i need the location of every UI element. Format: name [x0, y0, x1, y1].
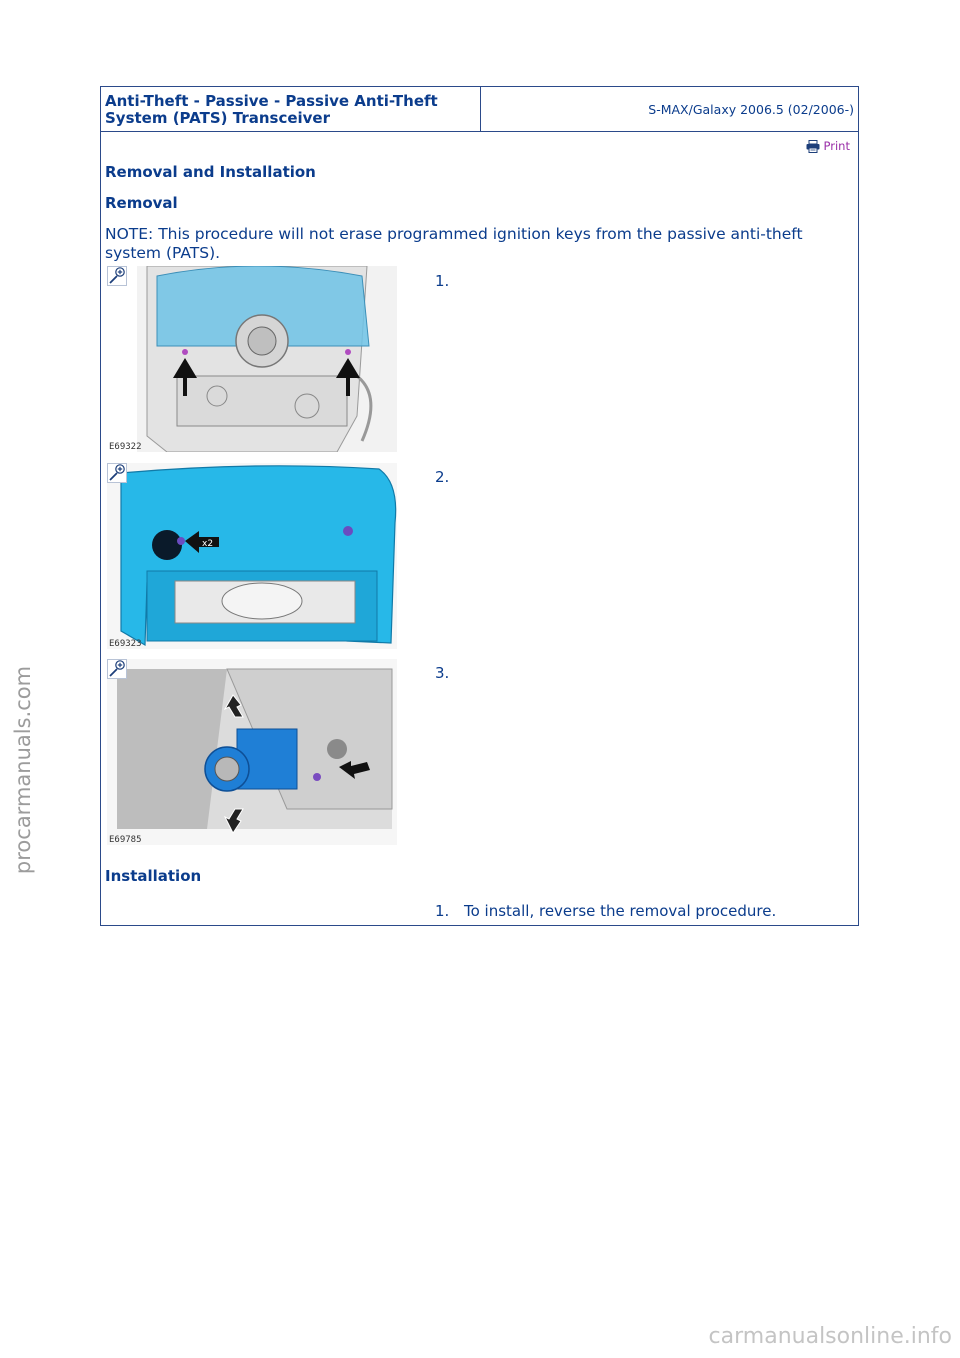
document-header: [101, 87, 858, 132]
vehicle-model: S-MAX/Galaxy 2006.5 (02/2006-): [648, 102, 854, 117]
figure-label: E69785: [109, 835, 142, 845]
transceiver-illustration: [107, 659, 397, 845]
zoom-in-icon[interactable]: [107, 266, 127, 286]
figure-step-1[interactable]: [107, 266, 397, 452]
print-button[interactable]: [806, 139, 850, 153]
installation-heading: Installation: [105, 867, 202, 885]
step-number: 2.: [435, 468, 450, 486]
document-frame: [100, 86, 859, 926]
zoom-in-icon[interactable]: [107, 463, 127, 483]
page-title: Anti-Theft - Passive - Passive Anti-Theft System (PATS) Transceiver: [105, 92, 438, 127]
step-number: 3.: [435, 664, 450, 682]
section-heading: Removal and Installation: [105, 163, 316, 181]
installation-step: [435, 902, 776, 920]
step-number: 1.: [435, 902, 450, 920]
zoom-in-icon[interactable]: [107, 659, 127, 679]
figure-label: E69322: [109, 442, 142, 452]
header-divider: [480, 87, 481, 131]
note-text: NOTE: This procedure will not erase programmed ignition keys from the passive anti-theft system (PATS).: [105, 225, 803, 262]
callout-label: x2: [202, 539, 214, 549]
figure-label: E69323: [109, 639, 142, 649]
steering-column-shroud-illustration: [107, 266, 397, 452]
step-number: 1.: [435, 272, 450, 290]
bottom-watermark: carmanualsonline.info: [708, 1324, 952, 1349]
print-label: Print: [823, 139, 850, 153]
figure-step-3[interactable]: [107, 659, 397, 845]
printer-icon: [806, 140, 820, 153]
removal-heading: Removal: [105, 194, 178, 212]
figure-step-2[interactable]: [107, 463, 397, 649]
lower-shroud-illustration: [107, 463, 397, 649]
side-watermark: procarmanuals.com: [11, 665, 35, 875]
step-text: To install, reverse the removal procedure.: [464, 902, 777, 920]
